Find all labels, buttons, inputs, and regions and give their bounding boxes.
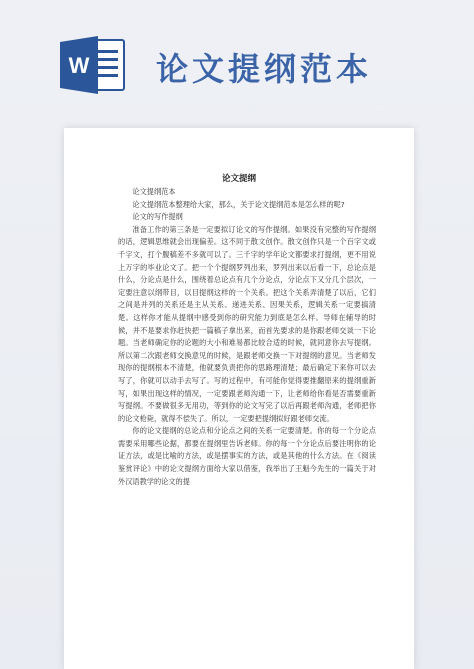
document-preview [64, 128, 414, 669]
word-icon [58, 34, 128, 96]
page-title: 论文提纲范本 [156, 50, 373, 88]
document-heading: 论文提纲 [221, 174, 256, 184]
document-body [118, 186, 376, 488]
paragraph: 论文提纲范本 [132, 187, 176, 196]
paragraph: 论文的写作提纲 [132, 212, 183, 222]
paragraph: 准备工作的第三条是一定要拟订论文的写作提纲。如果没有完整的写作提纲的话，逻辑思维就会出现偏差。这不同于散文创作。散文创作只是一个百字文或千字文，打个腹稿差不多就可以了。三千字的学年论文都要求打提纲，更不用说上万字的毕业论文了。把一个个提纲罗列出来，罗列出来以后看一下，总论点是什么，分论点是什么，围绕着总论点有几个分论点，分论点下又分几个层次，一定要注意以纲带目，以目提纲这样的一个关系。把这个关系弄清楚了以后，它们之间是并列的关系还是主从关系、递进关系、因果关系，逻辑关系一定要搞清楚。这样你才能从提纲中感受到你的研究能力到底是怎么样。导师在辅导的时候，并不是要求你赶快把一篇稿子拿出来，而首先要求的是你跟老师交谈一下论题。当老师确定你的论题的大小和难易都比较合适的时候，就同意你去写提纲。 所以第二次跟老师交换意见的时候，是跟老师交换一下对提纲的意见。当老师发现你的提纲根本不清楚，他就要负责把你的思路理清楚；最后确定下来你可以去写了，你就可以动手去写了。写的过程中，有可能你觉得要推翻原来的提纲重新写，如果出现这样的情况，一定要跟老师沟通一下，让老师给你看是否需要重新写提纲。不要做很多无用功，等到你的论文写完了以后再跟老师沟通，老师把你的论文枪毙，就得不偿失了。所以，一定要把提纲拟好跟老师交流。 [118, 224, 376, 423]
paragraph: 论文提纲范本整理给大家，那么，关于论文提纲范本是怎么样的呢? [132, 199, 345, 209]
paragraph: 你的论文提纲的总论点和分论点之间的关系一定要清楚。你的每一个分论点需要采用哪些论据，都要在提纲里告诉老师。你的每一个分论点后要注明你的论证方法，或是比喻的方法，或是摆事实的方法，或是其他的什么方法。在《阅读鉴赏评论》中的论文提纲方面给大家以借鉴，我举出了王魁今先生的一篇关于对外汉语教学的论文的提 [118, 426, 376, 486]
word-icon-letter: W [68, 53, 90, 78]
header [0, 0, 474, 110]
